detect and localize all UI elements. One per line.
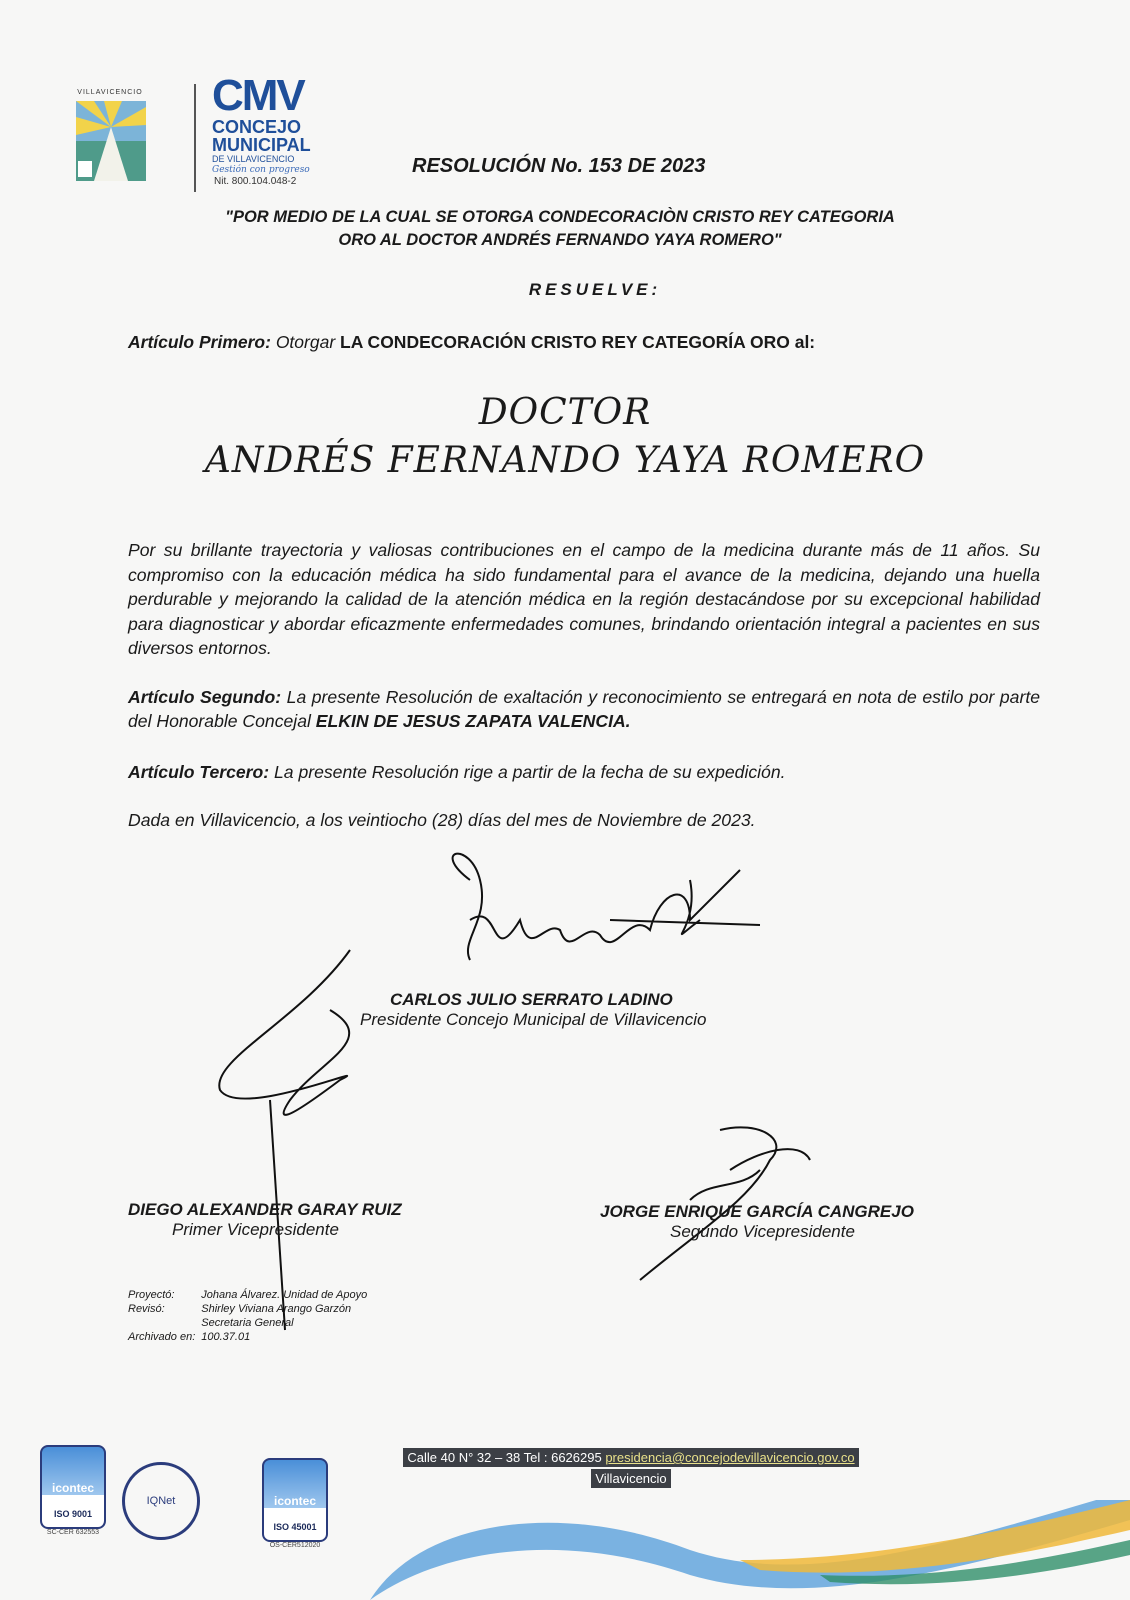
signatory-role: Segundo Vicepresidente (670, 1222, 855, 1241)
badge-iso: ISO 9001 (53, 1509, 93, 1519)
article-2-label: Artículo Segundo: (128, 686, 282, 707)
icontec-iso45001-badge (262, 1458, 328, 1549)
signature-block-president (360, 990, 707, 1030)
signatory-name: CARLOS JULIO SERRATO LADINO (390, 990, 673, 1009)
logo-line-2: MUNICIPAL (212, 135, 311, 155)
article-1-bold: LA CONDECORACIÓN CRISTO REY CATEGORÍA ORO al: (340, 332, 816, 352)
honoree-title: DOCTOR (478, 392, 652, 433)
resolution-title: RESOLUCIÓN No. 153 DE 2023 (412, 155, 706, 177)
article-3-text: La presente Resolución rige a partir de la fecha de su expedición. (269, 761, 786, 782)
document-credits (128, 1288, 373, 1344)
badge-cert: SC-CER 632553 (46, 1529, 100, 1536)
cmv-logo: CMV (212, 71, 304, 120)
subtitle-line-2: ORO AL DOCTOR ANDRÉS FERNANDO YAYA ROMERO" (338, 231, 782, 249)
article-3-label: Artículo Tercero: (128, 761, 270, 782)
iqnet-badge (122, 1462, 200, 1540)
article-1-text: Otorgar (270, 332, 341, 352)
decorative-wave (360, 1500, 1130, 1600)
badge-cert: OS-CER512020 (269, 1542, 321, 1549)
icontec-iso9001-badge (40, 1445, 106, 1536)
badge-iso: ISO 45001 (273, 1522, 317, 1532)
credit-value: Johana Álvarez. Unidad de Apoyo (201, 1289, 368, 1301)
credit-label: Proyectó: (128, 1289, 175, 1301)
signatory-role: Primer Vicepresidente (172, 1220, 339, 1239)
city-text: Villavicencio (591, 1469, 670, 1488)
credit-value: Shirley Viviana Arango Garzón (201, 1303, 352, 1315)
subtitle-line-1: "POR MEDIO DE LA CUAL SE OTORGA CONDECORACIÒN CRISTO REY CATEGORIA (225, 208, 895, 226)
article-2-text: La presente Resolución de exaltación y reconocimiento se entregará en nota de estilo por parte del Honorable Concejal (128, 686, 1040, 731)
logo-line-1: CONCEJO (212, 117, 302, 137)
iqnet-label: IQNet (146, 1495, 176, 1507)
credit-value: 100.37.01 (201, 1331, 251, 1343)
badge-name: icontec (51, 1481, 94, 1495)
email-link[interactable]: presidencia@concejodevillavicencio.gov.co (605, 1450, 855, 1465)
footer-address (350, 1448, 912, 1488)
article-1-label: Artículo Primero: (128, 332, 271, 352)
credit-label: Archivado en: (128, 1331, 196, 1343)
credit-label: Revisó: (128, 1303, 165, 1315)
dated-line: Dada en Villavicencio, a los veintiocho (28) días del mes de Noviembre de 2023. (128, 810, 756, 830)
crest-label: VILLAVICENCIO (77, 89, 143, 96)
honoree-name: ANDRÉS FERNANDO YAYA ROMERO (204, 440, 926, 481)
signatory-role: Presidente Concejo Municipal de Villavicencio (360, 1010, 707, 1029)
signatory-name: JORGE ENRIQUE GARCÍA CANGREJO (600, 1202, 914, 1221)
signatory-name: DIEGO ALEXANDER GARAY RUIZ (128, 1200, 402, 1219)
logo-line-3: DE VILLAVICENCIO (212, 154, 295, 164)
citation-paragraph: Por su brillante trayectoria y valiosas contribuciones en el campo de la medicina durante más de 11 años. Su compromiso con la educación médica ha sido fundamental para el avance de la medicina, dejando una huella perdurable y mejorando la calidad de la atención médica en la región destacándose por su excepcional habilidad para diagnosticar y abordar eficazmente enfermedades comunes, brindando orientación integral a pacientes en sus diversos entornos. (128, 540, 1040, 658)
resuelve-heading: RESUELVE: (528, 280, 662, 299)
credit-value: Secretaria General (201, 1317, 294, 1329)
signature-block-second-vp (600, 1202, 914, 1242)
nit-number: Nit. 800.104.048-2 (214, 176, 297, 187)
badge-name: icontec (273, 1494, 316, 1508)
address-text: Calle 40 N° 32 – 38 Tel : 6626295 (407, 1450, 606, 1465)
signature-block-first-vp (128, 1200, 402, 1240)
article-2-bold: ELKIN DE JESUS ZAPATA VALENCIA. (315, 711, 631, 731)
logo-slogan: Gestión con progreso (212, 165, 310, 175)
